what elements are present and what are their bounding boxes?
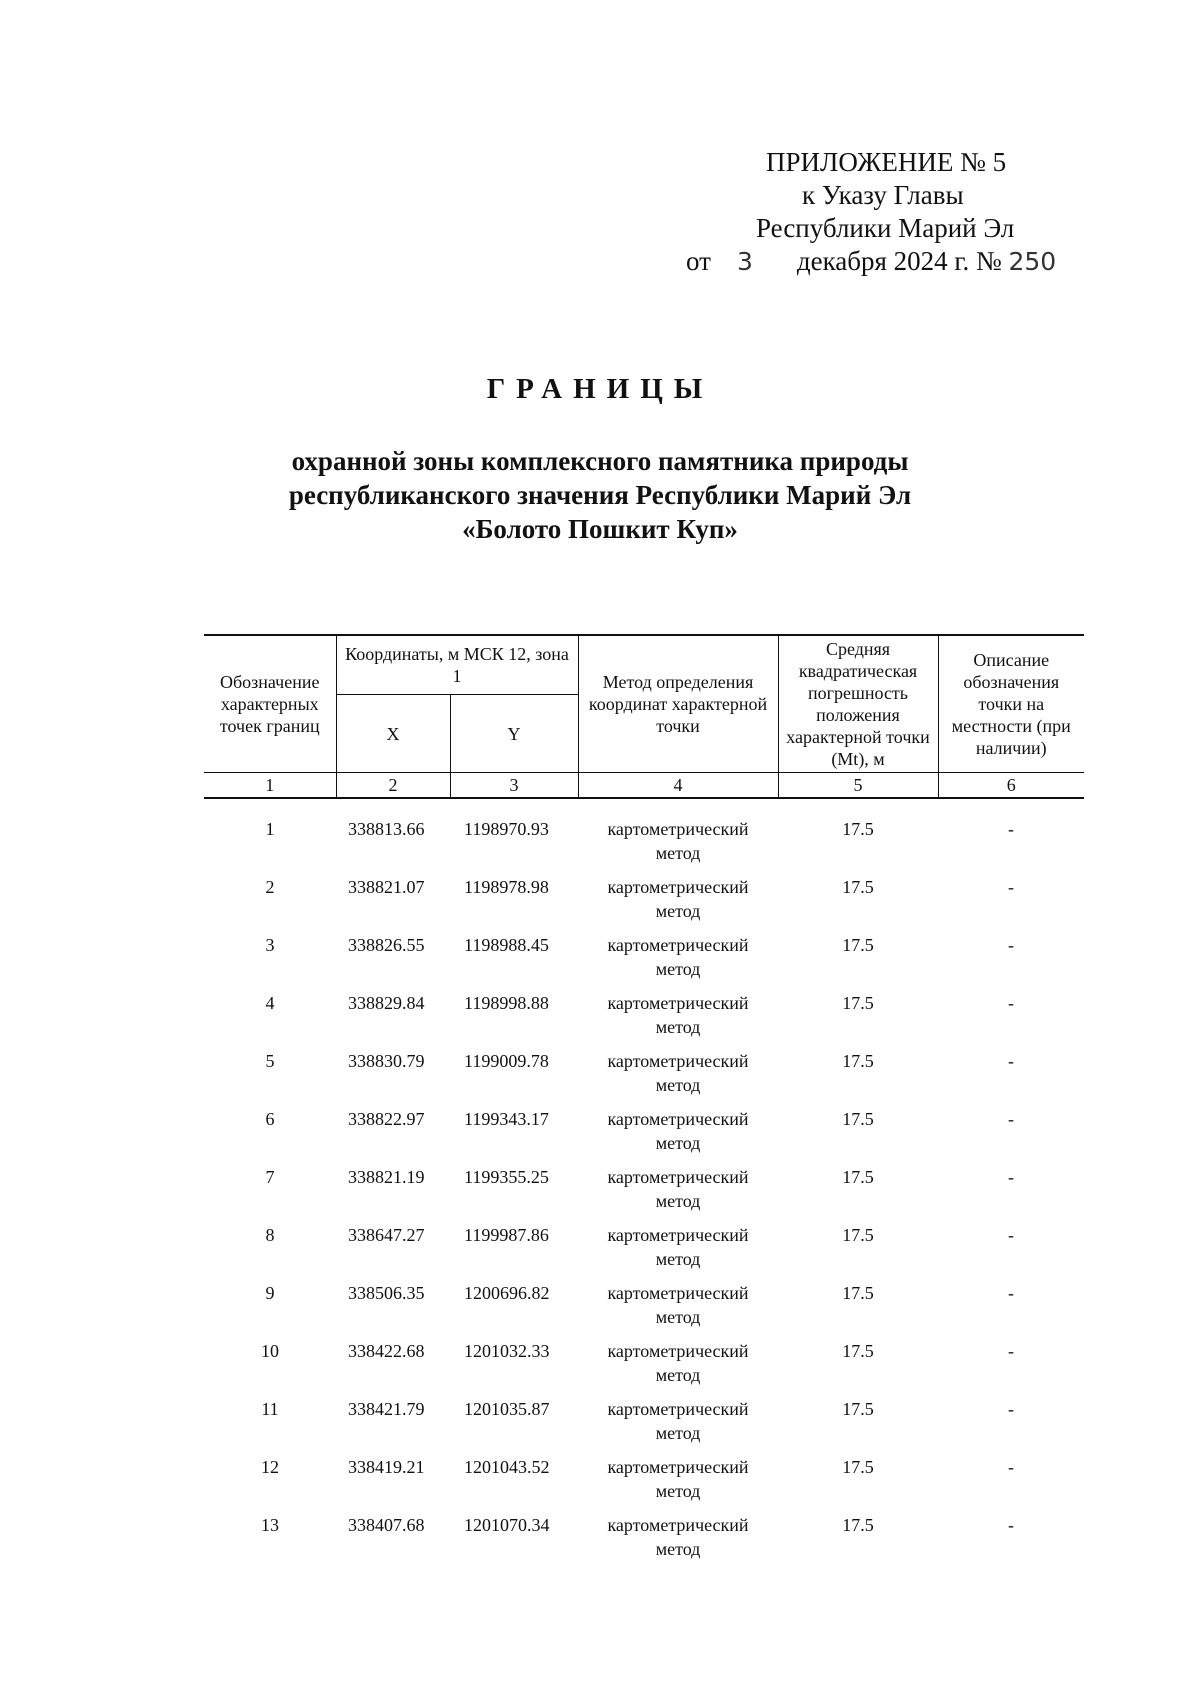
method-text: картометрический [607, 1109, 749, 1129]
coord-y: 1198998.88 [464, 993, 549, 1013]
point-number: 7 [265, 1167, 275, 1187]
subtitle-line-3: «Болото Пошкит Куп» [462, 514, 738, 544]
appendix-header [640, 146, 1060, 278]
date-month-year: декабря 2024 г. № [796, 246, 1002, 276]
method-text: метод [655, 959, 701, 979]
point-description: - [1008, 1051, 1015, 1071]
table-row [204, 1223, 1084, 1281]
coord-y: 1201032.33 [464, 1341, 550, 1361]
coord-x: 338826.55 [348, 935, 425, 955]
point-description: - [1008, 1341, 1015, 1361]
mean-error: 17.5 [842, 935, 874, 955]
point-description: - [1008, 877, 1015, 897]
method [578, 1223, 778, 1281]
table-row [204, 798, 1084, 875]
point-number: 6 [265, 1109, 275, 1129]
mean-error: 17.5 [842, 1457, 874, 1477]
table-row [204, 1339, 1084, 1397]
coord-y: 1198970.93 [464, 819, 549, 839]
point-description: - [1008, 1457, 1015, 1477]
point-number: 10 [261, 1341, 279, 1361]
method [578, 1049, 778, 1107]
subtitle-line-2: республиканского значения Республики Марий Эл [288, 480, 912, 510]
method [578, 798, 778, 875]
coord-y: 1199343.17 [464, 1109, 549, 1129]
point-description: - [1008, 1167, 1015, 1187]
mean-error: 17.5 [842, 1109, 874, 1129]
method [578, 1165, 778, 1223]
coord-y: 1200696.82 [464, 1283, 550, 1303]
coord-x: 338422.68 [348, 1341, 425, 1361]
method-text: метод [655, 1481, 701, 1501]
decree-number-handwritten: 250 [1008, 247, 1057, 276]
method-text: метод [655, 1307, 701, 1327]
method-text: метод [655, 1249, 701, 1269]
point-description: - [1008, 1225, 1015, 1245]
table-row [204, 875, 1084, 933]
method-text: метод [655, 1191, 701, 1211]
date-day-handwritten: 3 [736, 247, 753, 276]
method-text: картометрический [607, 1515, 749, 1535]
coord-y: 1199987.86 [464, 1225, 549, 1245]
appendix-date-line [640, 245, 1060, 278]
point-number: 5 [265, 1051, 275, 1071]
appendix-republic: Республики Марий Эл [756, 213, 1015, 243]
coord-x: 338813.66 [348, 819, 425, 839]
method-text: картометрический [607, 819, 749, 839]
point-number: 13 [261, 1515, 279, 1535]
point-description: - [1008, 1283, 1015, 1303]
table-row [204, 1165, 1084, 1223]
mean-error: 17.5 [842, 993, 874, 1013]
point-number: 9 [265, 1283, 275, 1303]
method-text: картометрический [607, 993, 749, 1013]
mean-error: 17.5 [842, 1051, 874, 1071]
method [578, 933, 778, 991]
method-text: картометрический [607, 1051, 749, 1071]
point-number: 2 [265, 877, 275, 897]
point-number: 11 [261, 1399, 279, 1419]
point-description: - [1008, 993, 1015, 1013]
mean-error: 17.5 [842, 877, 874, 897]
coordinates-table [204, 634, 1084, 1571]
method-text: картометрический [607, 1457, 749, 1477]
point-number: 12 [261, 1457, 279, 1477]
mean-error: 17.5 [842, 1341, 874, 1361]
coord-y: 1201035.87 [464, 1399, 550, 1419]
coord-x: 338822.97 [348, 1109, 425, 1129]
method-text: картометрический [607, 935, 749, 955]
coord-x: 338506.35 [348, 1283, 425, 1303]
point-number: 1 [265, 819, 275, 839]
header-mean-error: Средняя квадратическая погрешность положения характерной точки (Mt), м [778, 635, 938, 773]
point-description: - [1008, 935, 1015, 955]
method [578, 1513, 778, 1571]
table-row [204, 1107, 1084, 1165]
method [578, 1339, 778, 1397]
method-text: картометрический [607, 1341, 749, 1361]
column-number: 5 [778, 773, 938, 799]
column-number: 4 [578, 773, 778, 799]
coord-x: 338821.19 [348, 1167, 425, 1187]
header-y: Y [450, 695, 578, 773]
method-text: метод [655, 1423, 701, 1443]
coord-x: 338821.07 [348, 877, 425, 897]
point-description: - [1008, 1515, 1015, 1535]
appendix-decree-ref: к Указу Главы [802, 180, 964, 210]
method [578, 1281, 778, 1339]
mean-error: 17.5 [842, 1283, 874, 1303]
table-row [204, 1049, 1084, 1107]
point-number: 3 [265, 935, 275, 955]
table-row [204, 1455, 1084, 1513]
document-title: ГРАНИЦЫ [486, 373, 714, 405]
mean-error: 17.5 [842, 1167, 874, 1187]
method [578, 875, 778, 933]
coord-y: 1199009.78 [464, 1051, 549, 1071]
coord-y: 1199355.25 [464, 1167, 549, 1187]
header-x: X [336, 695, 450, 773]
coord-y: 1201043.52 [464, 1457, 550, 1477]
method-text: картометрический [607, 1225, 749, 1245]
appendix-number: ПРИЛОЖЕНИЕ № 5 [766, 147, 1007, 177]
method-text: картометрический [607, 1167, 749, 1187]
header-point-designation: Обозначение характерных точек границ [204, 635, 336, 773]
coord-x: 338421.79 [348, 1399, 425, 1419]
column-number: 6 [938, 773, 1084, 799]
table-row [204, 1397, 1084, 1455]
table-row [204, 1281, 1084, 1339]
method [578, 1107, 778, 1165]
method [578, 1455, 778, 1513]
coord-x: 338407.68 [348, 1515, 425, 1535]
method-text: картометрический [607, 1399, 749, 1419]
method-text: метод [655, 901, 701, 921]
column-number: 2 [336, 773, 450, 799]
coord-x: 338829.84 [348, 993, 425, 1013]
mean-error: 17.5 [842, 1515, 874, 1535]
mean-error: 17.5 [842, 1225, 874, 1245]
column-number: 1 [204, 773, 336, 799]
table-row [204, 991, 1084, 1049]
header-coordinates-group: Координаты, м МСК 12, зона 1 [336, 635, 578, 695]
coord-y: 1198988.45 [464, 935, 549, 955]
coord-y: 1198978.98 [464, 877, 549, 897]
method-text: метод [655, 1133, 701, 1153]
point-number: 8 [265, 1225, 275, 1245]
header-method: Метод определения координат характерной точки [578, 635, 778, 773]
coord-x: 338647.27 [348, 1225, 425, 1245]
coord-x: 338419.21 [348, 1457, 425, 1477]
coord-x: 338830.79 [348, 1051, 425, 1071]
method-text: картометрический [607, 1283, 749, 1303]
coord-y: 1201070.34 [464, 1515, 550, 1535]
table-row [204, 1513, 1084, 1571]
date-prefix: от [686, 246, 711, 276]
point-description: - [1008, 819, 1015, 839]
point-number: 4 [265, 993, 275, 1013]
method-text: метод [655, 1075, 701, 1095]
method-text: метод [655, 1017, 701, 1037]
table-row [204, 933, 1084, 991]
mean-error: 17.5 [842, 1399, 874, 1419]
header-description: Описание обозначения точки на местности (при наличии) [938, 635, 1084, 773]
method-text: метод [655, 843, 701, 863]
column-number: 3 [450, 773, 578, 799]
coordinates-table-body [204, 798, 1084, 1571]
point-description: - [1008, 1109, 1015, 1129]
mean-error: 17.5 [842, 819, 874, 839]
method [578, 991, 778, 1049]
subtitle-line-1: охранной зоны комплексного памятника природы [291, 446, 909, 476]
method-text: метод [655, 1365, 701, 1385]
document-subtitle [0, 444, 1200, 546]
point-description: - [1008, 1399, 1015, 1419]
method-text: картометрический [607, 877, 749, 897]
method-text: метод [655, 1539, 701, 1559]
method [578, 1397, 778, 1455]
